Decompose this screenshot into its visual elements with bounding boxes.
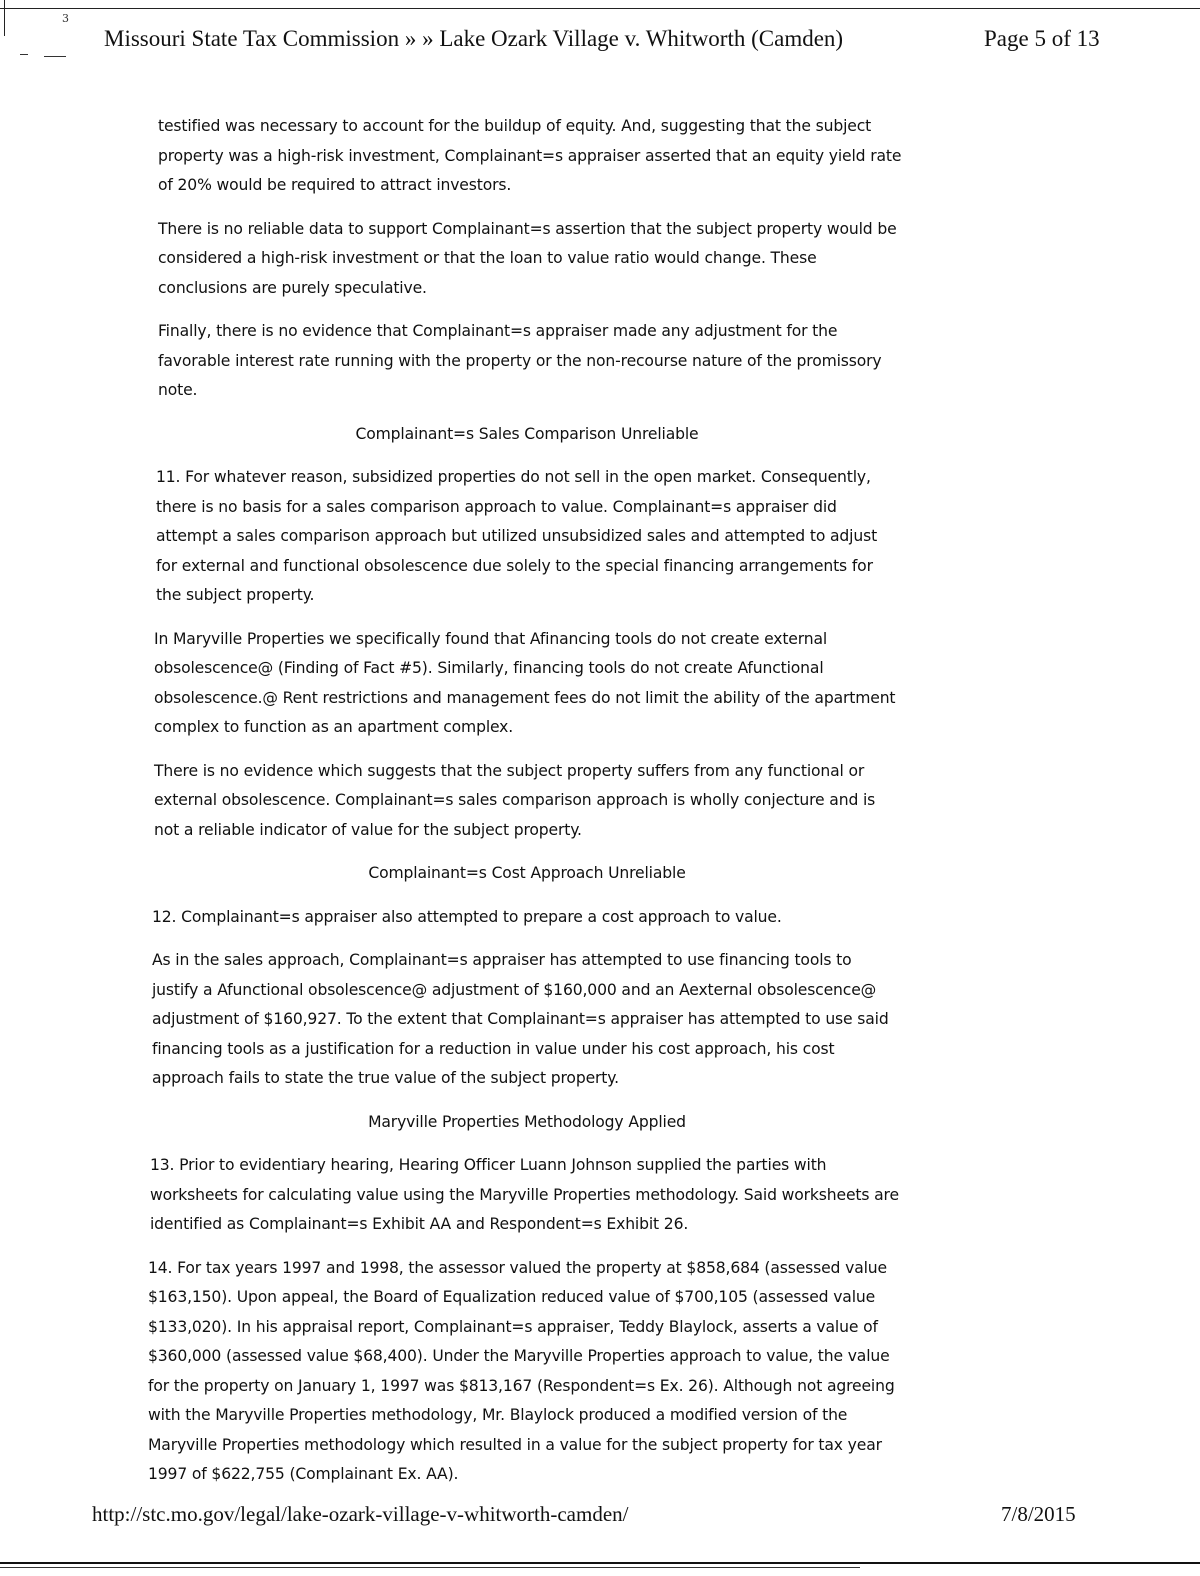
- paragraph: There is no reliable data to support Complainant=s assertion that the subject property would be considered a high-risk investment or that the loan to value ratio would change. These conclusions are purely speculative.: [158, 219, 897, 297]
- top-rule: [0, 8, 1200, 9]
- page-number: Page 5 of 13: [984, 26, 1100, 51]
- paragraph: testified was necessary to account for the buildup of equity. And, suggesting that the subject property was a high-risk investment, Complainant=s appraiser asserted that an equity yield rate of 20% would be required to attract investors.: [158, 117, 902, 194]
- section-heading: Maryville Properties Methodology Applied: [368, 1112, 686, 1131]
- paragraph: 13. Prior to evidentiary hearing, Hearing Officer Luann Johnson supplied the parties with worksheets for calculating value using the Maryville Properties methodology. Said worksheets are identified as Complainant=s Exhibit AA and Respondent=s Exhibit 26.: [150, 1156, 899, 1233]
- footer-date: 7/8/2015: [1001, 1502, 1076, 1526]
- footer-url: http://stc.mo.gov/legal/lake-ozark-village-v-whitworth-camden/: [92, 1502, 629, 1526]
- margin-tick: [20, 54, 28, 55]
- left-rule: [4, 0, 5, 36]
- paragraph: In Maryville Properties we specifically found that Afinancing tools do not create external obsolescence@ (Finding of Fact #5). Similarly, financing tools do not create Afunctional obsolescence.@ Rent restrictions and management fees do not limit the ability of the apartment complex to function as an apartment complex.: [154, 629, 896, 736]
- bottom-rule-secondary: [0, 1567, 860, 1568]
- paragraph: Finally, there is no evidence that Complainant=s appraiser made any adjustment for the favorable interest rate running with the property or the non-recourse nature of the promissory note.: [158, 322, 882, 399]
- margin-mark: 3: [62, 12, 69, 25]
- paragraph: 12. Complainant=s appraiser also attempted to prepare a cost approach to value.: [152, 907, 782, 926]
- paragraph: There is no evidence which suggests that the subject property suffers from any functional or external obsolescence. Complainant=s sales comparison approach is wholly conjecture and is not a reliable indicator of value for the subject property.: [154, 761, 876, 839]
- document-body: [148, 112, 902, 1504]
- section-heading: Complainant=s Cost Approach Unreliable: [368, 864, 686, 882]
- document-header-title: Missouri State Tax Commission » » Lake Ozark Village v. Whitworth (Camden): [104, 26, 844, 51]
- paragraph: 14. For tax years 1997 and 1998, the assessor valued the property at $858,684 (assessed value $163,150). Upon appeal, the Board of Equalization reduced value of $700,105 (assessed value $133,020). In his appraisal report, Complainant=s appraiser, Teddy Blaylock, asserts a value of $360,000 (assessed value $68,400). Under the Maryville Properties approach to value, the value for the property on January 1, 1997 was $813,167 (Respondent=s Ex. 26). Although not agreeing with the Maryville Properties methodology, Mr. Blaylock produced a modified version of the Maryville Properties methodology which resulted in a value for the subject property for tax year 1997 of $622,755 (Complainant Ex. AA).: [148, 1258, 895, 1483]
- paragraph: 11. For whatever reason, subsidized properties do not sell in the open market. Consequently, there is no basis for a sales comparison approach to value. Complainant=s appraiser did attempt a sales comparison approach but utilized unsubsidized sales and attempted to adjust for external and functional obsolescence due solely to the special financing arrangements for the subject property.: [156, 468, 878, 604]
- section-heading: Complainant=s Sales Comparison Unreliable: [355, 424, 699, 443]
- bottom-rule: [0, 1562, 1200, 1564]
- paragraph: As in the sales approach, Complainant=s appraiser has attempted to use financing tools to justify a Afunctional obsolescence@ adjustment of $160,000 and an Aexternal obsolescence@ adjustment of $160,927. To the extent that Complainant=s appraiser has attempted to use said financing tools as a justification for a reduction in value under his cost approach, his cost approach fails to state the true value of the subject property.: [152, 951, 889, 1087]
- margin-tick: [44, 56, 66, 57]
